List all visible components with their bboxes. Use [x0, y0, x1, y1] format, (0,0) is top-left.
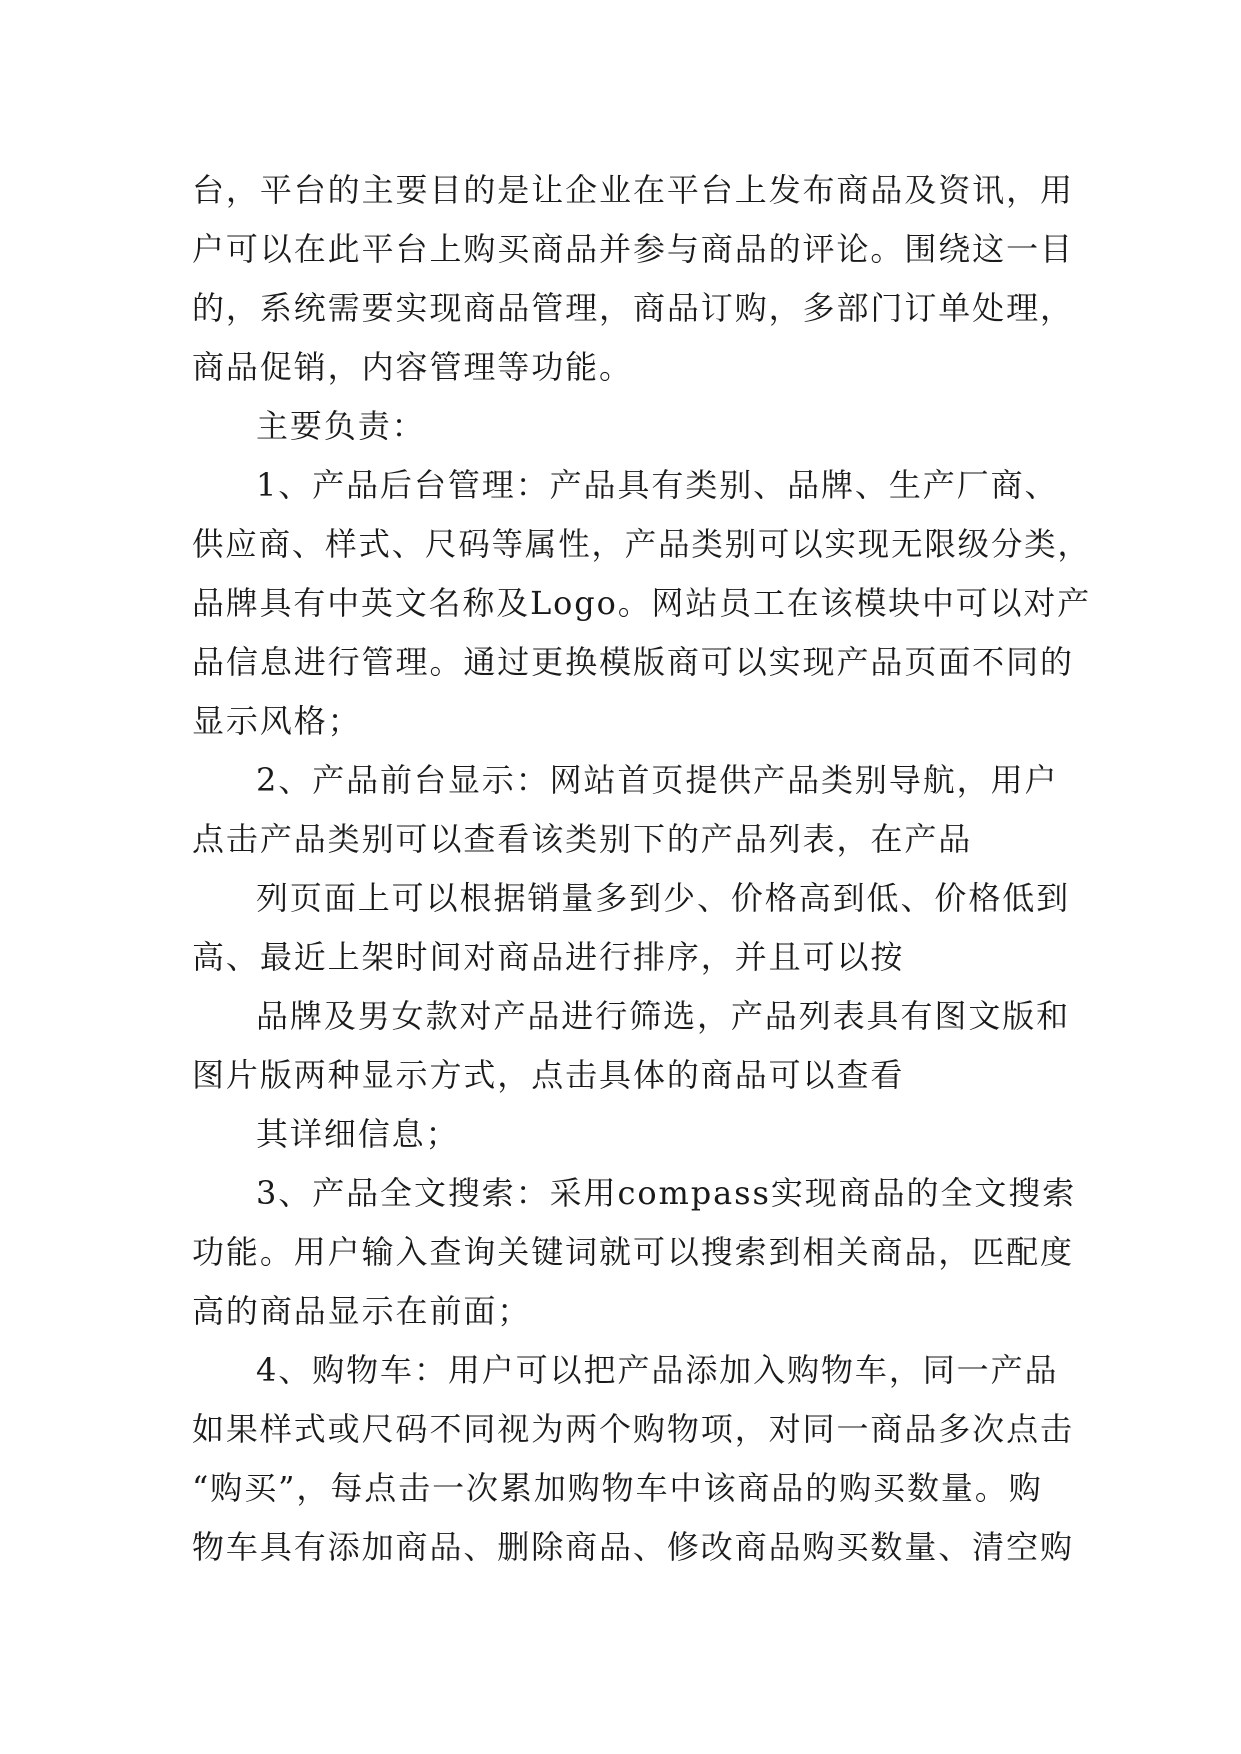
- text-line: 功能。用户输入查询关键词就可以搜索到相关商品，匹配度: [192, 1233, 1074, 1271]
- list-item-line: 3、产品全文搜索：采用compass实现商品的全文搜索: [256, 1174, 1077, 1212]
- text-line: 图片版两种显示方式，点击具体的商品可以查看: [192, 1056, 905, 1094]
- text-line: 商品促销，内容管理等功能。: [192, 348, 633, 386]
- text-line: 其详细信息；: [256, 1115, 460, 1153]
- list-item-line: 1、产品后台管理：产品具有类别、品牌、生产厂商、: [256, 466, 1059, 504]
- text-line: 高的商品显示在前面；: [192, 1292, 532, 1330]
- text-line: 品牌具有中英文名称及Logo。网站员工在该模块中可以对产: [192, 584, 1092, 622]
- text-line: 列页面上可以根据销量多到少、价格高到低、价格低到: [256, 879, 1071, 917]
- text-line: 品信息进行管理。通过更换模版商可以实现产品页面不同的: [192, 643, 1074, 681]
- text-line: 物车具有添加商品、删除商品、修改商品购买数量、清空购: [192, 1528, 1074, 1566]
- list-item-line: 2、产品前台显示：网站首页提供产品类别导航，用户: [256, 761, 1059, 799]
- text-line: 供应商、样式、尺码等属性，产品类别可以实现无限级分类，: [192, 525, 1091, 563]
- text-line: 品牌及男女款对产品进行筛选，产品列表具有图文版和: [256, 997, 1071, 1035]
- text-line: “购买”，每点击一次累加购物车中该商品的购买数量。购: [192, 1469, 1043, 1507]
- section-heading: 主要负责：: [256, 407, 426, 445]
- text-line: 高、最近上架时间对商品进行排序，并且可以按: [192, 938, 905, 976]
- text-line: 户可以在此平台上购买商品并参与商品的评论。围绕这一目: [192, 230, 1074, 268]
- text-line: 显示风格；: [192, 702, 362, 740]
- text-line: 台，平台的主要目的是让企业在平台上发布商品及资讯，用: [192, 171, 1074, 209]
- text-line: 如果样式或尺码不同视为两个购物项，对同一商品多次点击: [192, 1410, 1074, 1448]
- list-item-line: 4、购物车：用户可以把产品添加入购物车，同一产品: [256, 1351, 1059, 1389]
- text-line: 的，系统需要实现商品管理，商品订购，多部门订单处理，: [192, 289, 1074, 327]
- text-line: 点击产品类别可以查看该类别下的产品列表，在产品: [192, 820, 973, 858]
